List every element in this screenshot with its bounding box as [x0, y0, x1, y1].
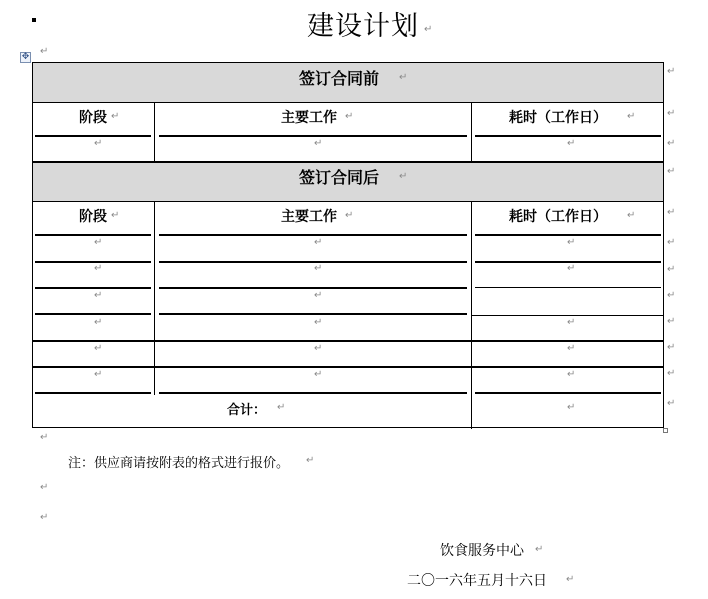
paragraph-mark: ↵	[111, 111, 120, 122]
paragraph-mark: ↵	[667, 316, 676, 327]
paragraph-mark: ↵	[567, 343, 576, 354]
paragraph-mark: ↵	[399, 72, 408, 83]
row-divider	[471, 315, 663, 316]
row-divider	[33, 340, 663, 342]
paragraph-mark: ↵	[399, 171, 408, 182]
paragraph-mark: ↵	[111, 210, 120, 221]
paragraph-mark: ↵	[306, 455, 315, 466]
paragraph-mark: ↵	[667, 237, 676, 248]
row-divider	[35, 392, 151, 394]
header-main-work: 主要工作	[281, 209, 337, 225]
paragraph-mark: ↵	[424, 24, 433, 35]
paragraph-mark: ↵	[40, 512, 49, 523]
paragraph-mark: ↵	[277, 402, 286, 413]
table-move-handle[interactable]: ✥	[21, 52, 30, 62]
row-divider	[159, 261, 467, 263]
paragraph-mark: ↵	[345, 210, 354, 221]
paragraph-mark: ↵	[314, 263, 323, 274]
paragraph-mark: ↵	[567, 402, 576, 413]
paragraph-mark: ↵	[40, 46, 49, 57]
header-time: 耗时（工作日）	[509, 110, 607, 126]
table-resize-handle[interactable]	[663, 428, 668, 433]
paragraph-mark: ↵	[667, 290, 676, 301]
row-divider	[35, 234, 151, 236]
paragraph-mark: ↵	[627, 111, 636, 122]
paragraph-mark: ↵	[314, 343, 323, 354]
paragraph-mark: ↵	[94, 343, 103, 354]
row-divider	[159, 392, 467, 394]
paragraph-mark: ↵	[566, 574, 575, 585]
paragraph-mark: ↵	[667, 166, 676, 177]
paragraph-mark: ↵	[627, 210, 636, 221]
row-divider	[159, 287, 467, 289]
paragraph-mark: ↵	[345, 111, 354, 122]
paragraph-mark: ↵	[94, 237, 103, 248]
header-stage: 阶段	[79, 110, 107, 126]
paragraph-mark: ↵	[94, 369, 103, 380]
row-divider	[159, 135, 467, 137]
paragraph-mark: ↵	[40, 482, 49, 493]
bullet-mark	[32, 18, 36, 22]
total-label: 合计：	[227, 403, 267, 418]
paragraph-mark: ↵	[40, 432, 49, 443]
row-divider	[33, 102, 663, 103]
col-divider	[471, 102, 472, 162]
plan-table	[32, 62, 664, 428]
row-divider	[475, 234, 661, 236]
paragraph-mark: ↵	[567, 317, 576, 328]
paragraph-mark: ↵	[314, 138, 323, 149]
col-divider	[154, 102, 155, 162]
paragraph-mark: ↵	[667, 398, 676, 409]
paragraph-mark: ↵	[314, 317, 323, 328]
row-divider	[159, 313, 467, 315]
row-divider	[475, 392, 661, 394]
header-time: 耗时（工作日）	[509, 209, 607, 225]
paragraph-mark: ↵	[667, 342, 676, 353]
paragraph-mark: ↵	[667, 66, 676, 77]
section-before-label: 签订合同前	[299, 69, 380, 88]
paragraph-mark: ↵	[314, 290, 323, 301]
paragraph-mark: ↵	[667, 207, 676, 218]
row-divider	[35, 261, 151, 263]
signature-org: 饮食服务中心	[440, 543, 524, 559]
paragraph-mark: ↵	[667, 264, 676, 275]
note-text: 注：供应商请按附表的格式进行报价。	[68, 456, 290, 471]
row-divider	[475, 135, 661, 137]
header-stage: 阶段	[79, 209, 107, 225]
paragraph-mark: ↵	[567, 237, 576, 248]
paragraph-mark: ↵	[667, 108, 676, 119]
paragraph-mark: ↵	[314, 369, 323, 380]
row-divider	[35, 135, 151, 137]
row-divider	[35, 313, 151, 315]
paragraph-mark: ↵	[667, 368, 676, 379]
signature-date: 二〇一六年五月十六日	[407, 573, 547, 589]
paragraph-mark: ↵	[567, 369, 576, 380]
header-main-work: 主要工作	[281, 110, 337, 126]
row-divider	[33, 366, 663, 368]
paragraph-mark: ↵	[94, 290, 103, 301]
paragraph-mark: ↵	[314, 237, 323, 248]
paragraph-mark: ↵	[94, 317, 103, 328]
row-divider	[35, 287, 151, 289]
paragraph-mark: ↵	[94, 138, 103, 149]
row-divider	[475, 287, 661, 288]
paragraph-mark: ↵	[94, 263, 103, 274]
section-after-label: 签订合同后	[299, 168, 380, 187]
row-divider	[159, 234, 467, 236]
paragraph-mark: ↵	[535, 544, 544, 555]
row-divider	[33, 201, 663, 202]
paragraph-mark: ↵	[667, 138, 676, 149]
paragraph-mark: ↵	[567, 138, 576, 149]
page-title: 建设计划	[307, 11, 419, 42]
paragraph-mark: ↵	[567, 263, 576, 274]
